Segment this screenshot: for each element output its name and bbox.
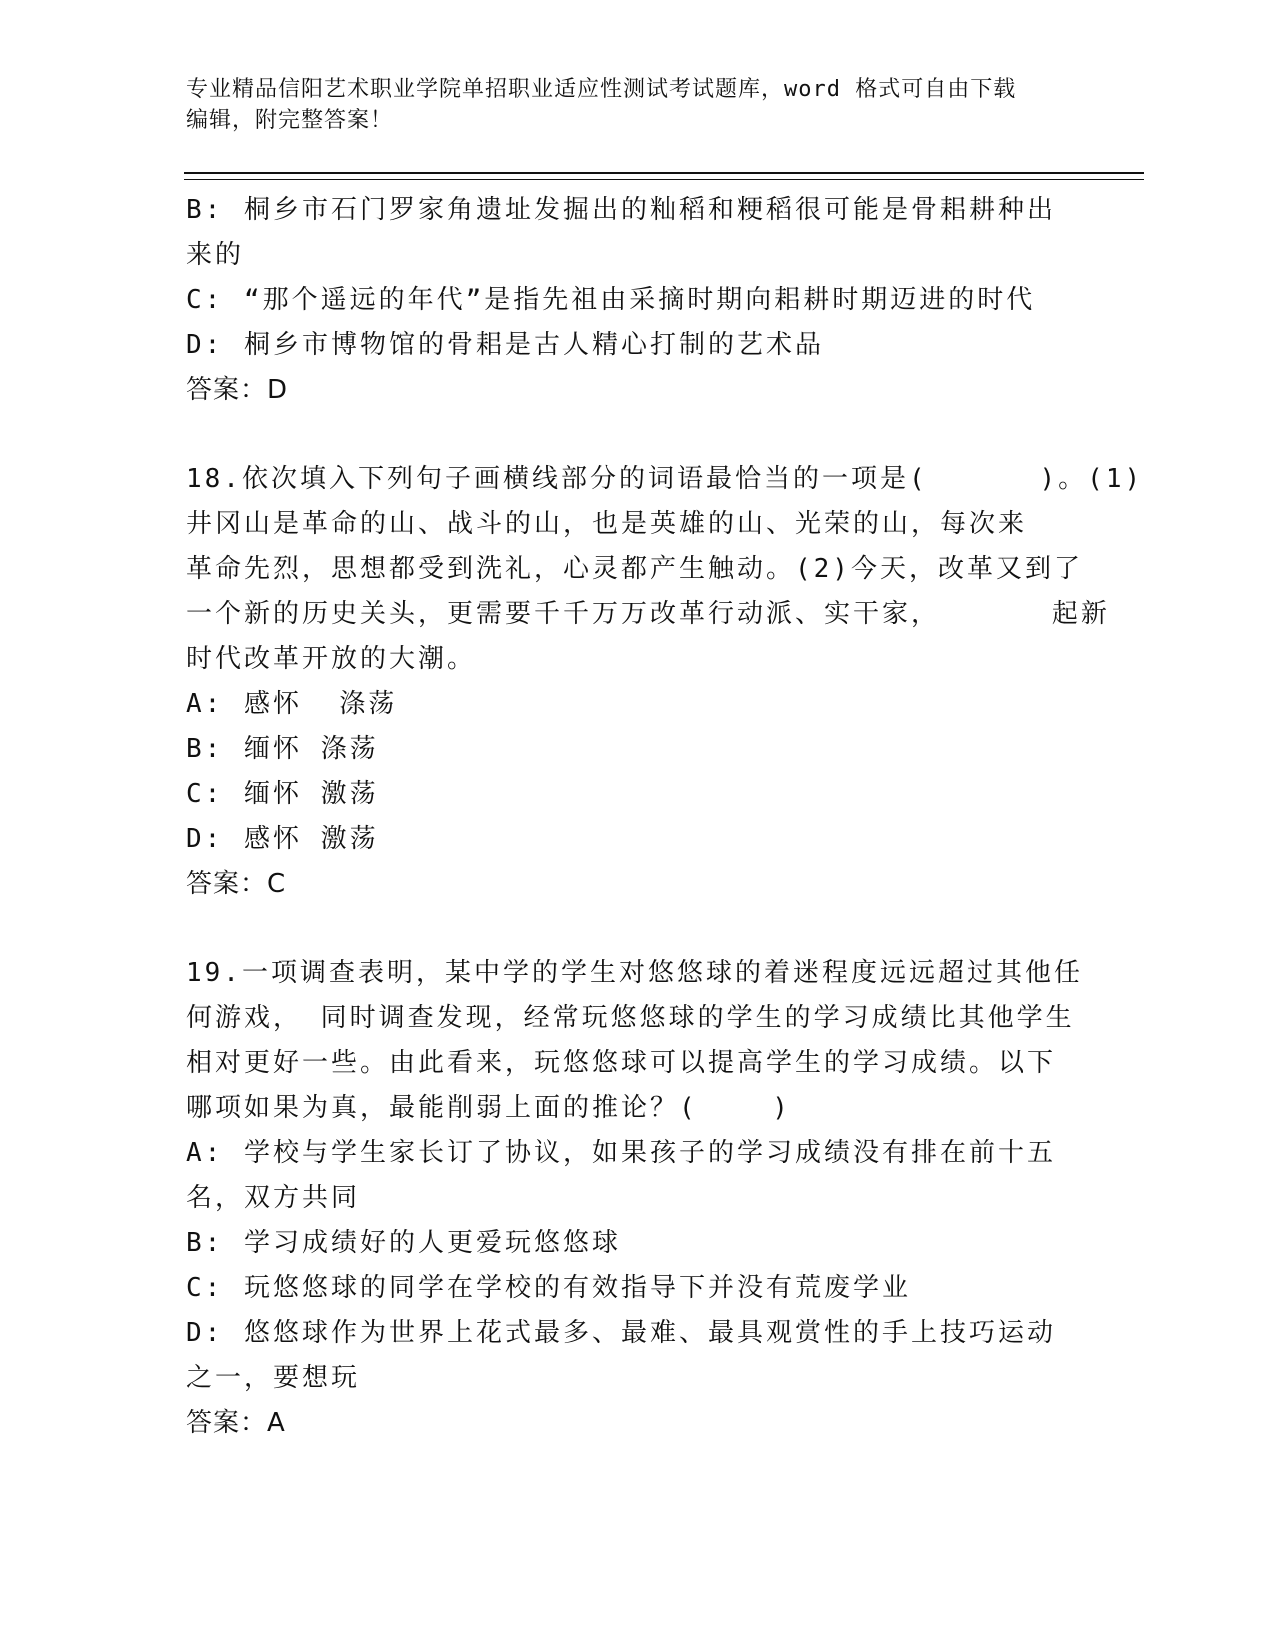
option-text: 学校与学生家长订了协议，如果孩子的学习成绩没有排在前十五 xyxy=(244,1138,1057,1168)
page-header xyxy=(186,74,1066,136)
option-text: 悠悠球作为世界上花式最多、最难、最具观赏性的手上技巧运动 xyxy=(244,1318,1057,1348)
question-stem: 何游戏， 同时调查发现，经常玩悠悠球的学生的学习成绩比其他学生 xyxy=(186,1003,1075,1033)
question-stem: 哪项如果为真，最能削弱上面的推论？( ) xyxy=(186,1093,791,1123)
header-rule-thick xyxy=(184,172,1144,174)
question-stem: 19.一项调查表明，某中学的学生对悠悠球的着迷程度远远超过其他任 xyxy=(186,958,1083,988)
question-stem: 18.依次填入下列句子画横线部分的词语最恰当的一项是( )。(1) xyxy=(186,464,1144,494)
header-line-2: 编辑，附完整答案！ xyxy=(186,108,394,133)
option-c xyxy=(186,1266,1086,1311)
question-stem: 相对更好一些。由此看来，玩悠悠球可以提高学生的学习成绩。以下 xyxy=(186,1048,1057,1078)
option-d xyxy=(186,817,1086,862)
option-text: 桐乡市石门罗家角遗址发掘出的籼稻和粳稻很可能是骨耜耕种出 xyxy=(244,195,1057,225)
header-line-1: 专业精品信阳艺术职业学院单招职业适应性测试考试题库，word 格式可自由下载 xyxy=(186,77,1017,102)
question-stem: 一个新的历史关头，更需要千千万万改革行动派、实干家， 起新 xyxy=(186,599,1110,629)
option-text: 缅怀 涤荡 xyxy=(244,734,379,764)
option-d xyxy=(186,1311,1086,1356)
option-text-continued: 来的 xyxy=(186,240,245,270)
option-label: C: xyxy=(186,1273,224,1303)
option-c xyxy=(186,772,1086,817)
option-label: B: xyxy=(186,734,224,764)
question-stem: 革命先烈，思想都受到洗礼，心灵都产生触动。(2)今天，改革又到了 xyxy=(186,554,1083,584)
option-label: A: xyxy=(186,1138,224,1168)
question-17 xyxy=(186,188,1086,413)
option-label: D: xyxy=(186,824,224,854)
option-label: A: xyxy=(186,689,224,719)
answer-line: 答案：C xyxy=(186,869,287,899)
option-b xyxy=(186,727,1086,772)
option-text: 缅怀 激荡 xyxy=(244,779,379,809)
option-b xyxy=(186,188,1086,233)
document-body xyxy=(186,188,1144,1446)
option-text: 感怀 激荡 xyxy=(244,824,379,854)
question-18 xyxy=(186,457,1144,907)
option-c xyxy=(186,278,1086,323)
answer-line: 答案：D xyxy=(186,375,289,405)
option-a xyxy=(186,682,1086,727)
option-text: 学习成绩好的人更爱玩悠悠球 xyxy=(244,1228,622,1258)
option-text-continued: 之一，要想玩 xyxy=(186,1363,361,1393)
question-stem: 井冈山是革命的山、战斗的山，也是英雄的山、光荣的山，每次来 xyxy=(186,509,1028,539)
option-label: B: xyxy=(186,195,224,225)
option-b xyxy=(186,1221,1086,1266)
option-text: “那个遥远的年代”是指先祖由采摘时期向耜耕时期迈进的时代 xyxy=(244,285,1036,315)
option-label: B: xyxy=(186,1228,224,1258)
option-label: D: xyxy=(186,330,224,360)
option-label: D: xyxy=(186,1318,224,1348)
option-label: C: xyxy=(186,779,224,809)
option-d xyxy=(186,323,1086,368)
question-stem: 时代改革开放的大潮。 xyxy=(186,644,477,674)
spacer xyxy=(186,413,1086,457)
option-text: 桐乡市博物馆的骨耜是古人精心打制的艺术品 xyxy=(244,330,825,360)
option-label: C: xyxy=(186,285,224,315)
option-text-continued: 名，双方共同 xyxy=(186,1183,361,1213)
spacer xyxy=(186,907,1086,951)
option-text: 玩悠悠球的同学在学校的有效指导下并没有荒废学业 xyxy=(244,1273,912,1303)
option-text: 感怀 涤荡 xyxy=(244,689,398,719)
option-a xyxy=(186,1131,1086,1176)
question-19 xyxy=(186,951,1086,1446)
header-rule-thin xyxy=(184,179,1144,180)
answer-line: 答案：A xyxy=(186,1408,286,1438)
